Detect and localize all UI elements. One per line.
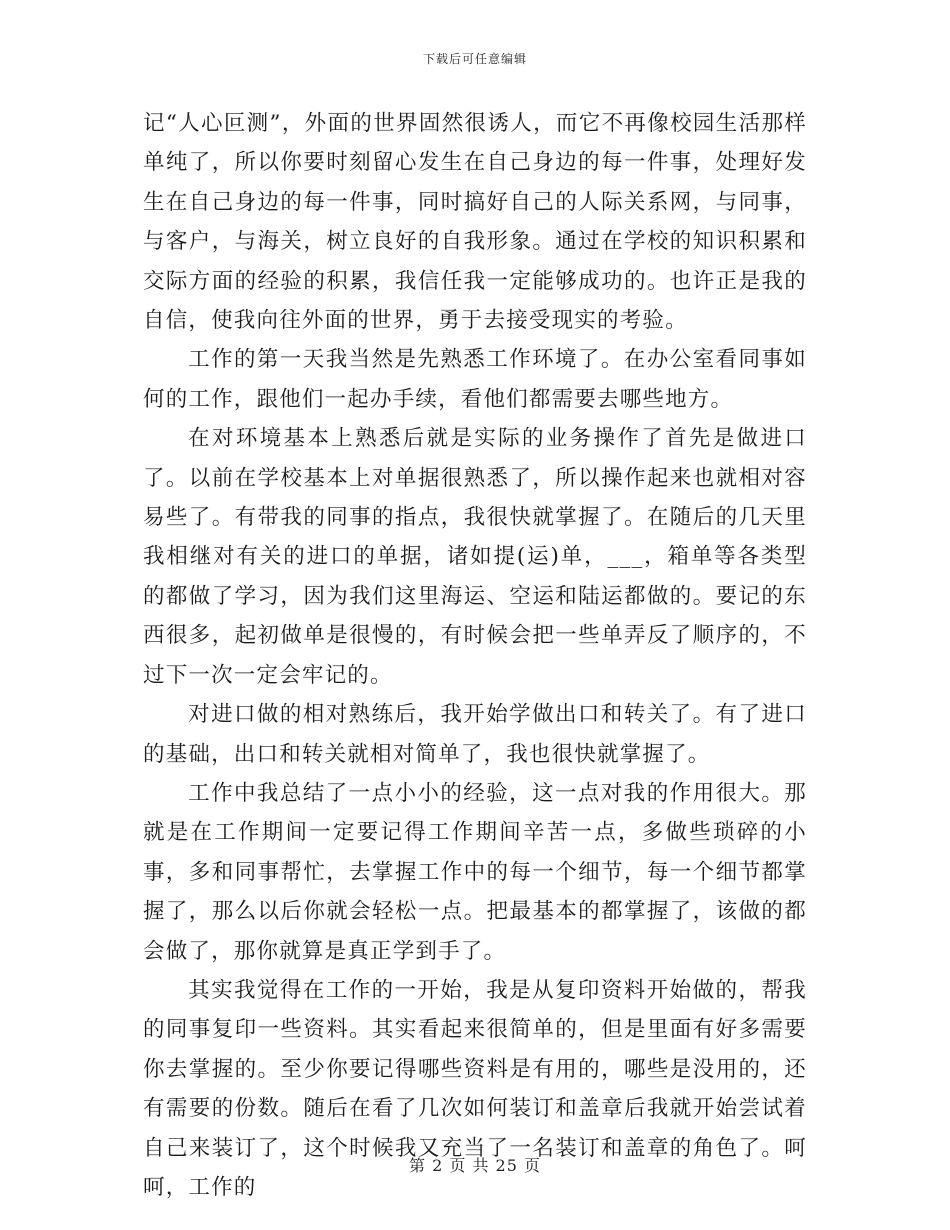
paragraph-export-transfer: 对进口做的相对熟练后，我开始学做出口和转关了。有了进口的基础，出口和转关就相对简单了，我也很快就掌握了。 — [143, 702, 807, 767]
page-number: 第 2 页 共 25 页 — [409, 1156, 541, 1175]
document-body — [143, 104, 807, 1207]
paragraph-import-operations: 在对环境基本上熟悉后就是实际的业务操作了首先是做进口了。以前在学校基本上对单据很熟悉了，所以操作起来也就相对容易些了。有带我的同事的指点，我很快就掌握了。在随后的几天里我相继对有关的进口的单据，诸如提(运)单，___，箱单等各类型的都做了学习，因为我们这里海运、空运和陆运都做的。要记的东西很多，起初做单是很慢的，有时候会把一些单弄反了顺序的，不过下一次一定会牢记的。 — [143, 426, 807, 688]
page-header: 下载后可任意编辑 — [422, 52, 527, 66]
paragraph-continuation: 记“人心叵测”，外面的世界固然很诱人，而它不再像校园生活那样单纯了，所以你要时刻留心发生在自己身边的每一件事，处理好发生在自己身边的每一件事，同时搞好自己的人际关系网，与同事，与客户，与海关，树立良好的自我形象。通过在学校的知识积累和交际方面的经验的积累，我信任我一定能够成功的。也许正是我的自信，使我向往外面的世界，勇于去接受现实的考验。 — [143, 111, 807, 334]
paragraph-experience: 工作中我总结了一点小小的经验，这一点对我的作用很大。那就是在工作期间一定要记得工作期间辛苦一点，多做些琐碎的小事，多和同事帮忙，去掌握工作中的每一个细节，每一个细节都掌握了，那么以后你就会轻松一点。把最基本的都掌握了，该做的都会做了，那你就算是真正学到手了。 — [143, 780, 807, 964]
paragraph-copying: 其实我觉得在工作的一开始，我是从复印资料开始做的，帮我的同事复印一些资料。其实看起来很简单的，但是里面有好多需要你去掌握的。至少你要记得哪些资料是有用的，哪些是没用的，还有需要的份数。随后在看了几次如何装订和盖章后我就开始尝试着自己来装订了，这个时候我又充当了一名装订和盖章的角色了。呵呵，工作的 — [143, 977, 807, 1200]
paragraph-first-day: 工作的第一天我当然是先熟悉工作环境了。在办公室看同事如何的工作，跟他们一起办手续，看他们都需要去哪些地方。 — [143, 347, 807, 412]
